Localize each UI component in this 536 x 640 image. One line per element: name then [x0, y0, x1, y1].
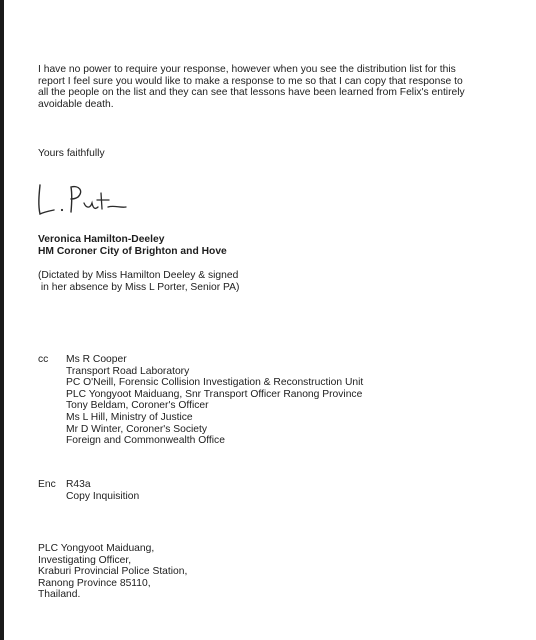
cc-label: cc [38, 354, 49, 365]
enclosure-item: R43a [66, 479, 91, 490]
cc-recipient: Ms R Cooper [66, 354, 127, 365]
cc-recipient: Tony Beldam, Coroner's Officer [66, 400, 209, 412]
cc-recipient: Transport Road Laboratory [66, 365, 190, 377]
enclosure-list [66, 479, 139, 502]
cc-recipient: PC O'Neill, Forensic Collision Investigation & Reconstruction Unit [66, 377, 364, 389]
recipient-address [38, 543, 187, 601]
address-line: Thailand. [38, 589, 81, 601]
closing: Yours faithfully [38, 148, 105, 159]
page-edge [0, 0, 4, 640]
address-line: PLC Yongyoot Maiduang, [38, 543, 155, 554]
address-line: Ranong Province 85110, [38, 577, 151, 589]
enc-label: Enc [38, 479, 56, 490]
enclosure-item: Copy Inquisition [66, 490, 140, 502]
cc-list [66, 354, 363, 447]
paragraph-line: avoidable death. [38, 98, 114, 110]
handwritten-signature [34, 181, 134, 217]
cc-recipient: Foreign and Commonwealth Office [66, 435, 225, 447]
cc-recipient: Ms L Hill, Ministry of Justice [66, 411, 193, 423]
signatory-title: HM Coroner City of Brighton and Hove [38, 246, 227, 257]
cc-recipient: PLC Yongyoot Maiduang, Snr Transport Officer Ranong Province [66, 388, 363, 400]
paragraph-line: all the people on the list and they can see that lessons have been learned from Felix's entirely [38, 87, 465, 99]
body-paragraph [38, 64, 508, 110]
cc-recipient: Mr D Winter, Coroner's Society [66, 423, 208, 435]
signatory-name: Veronica Hamilton-Deeley [38, 234, 165, 245]
paragraph-line: I have no power to require your response, however when you see the distribution list for this [38, 64, 456, 75]
paragraph-line: report I feel sure you would like to make a response to me so that I can copy that response to [38, 75, 463, 87]
address-line: Investigating Officer, [38, 554, 132, 566]
dictation-line: (Dictated by Miss Hamilton Deeley & signed [38, 270, 239, 281]
dictation-line: in her absence by Miss L Porter, Senior PA) [38, 281, 240, 293]
dictation-note [38, 270, 239, 293]
address-line: Kraburi Provincial Police Station, [38, 566, 188, 578]
